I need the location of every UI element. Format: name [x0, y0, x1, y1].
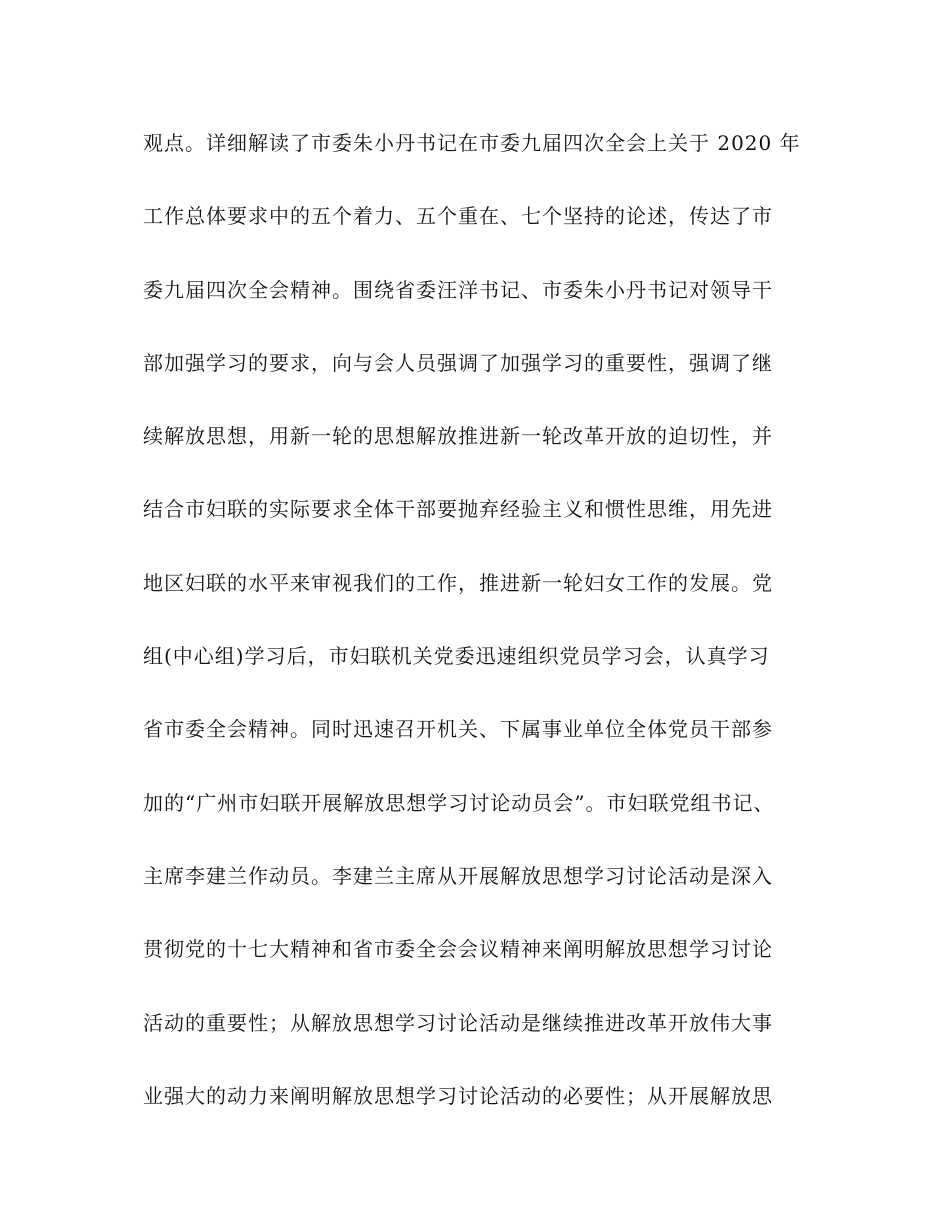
text-line: 观点。详细解读了市委朱小丹书记在市委九届四次全会上关于 2020 年 [143, 131, 801, 155]
text-line: 续解放思想，用新一轮的思想解放推进新一轮改革开放的迫切性，并 [143, 424, 773, 449]
text-line: 工作总体要求中的五个着力、五个重在、七个坚持的论述，传达了市 [143, 204, 773, 229]
text-line: 组(中心组)学习后，市妇联机关党委迅速组织党员学习会，认真学习 [143, 644, 770, 669]
text-line: 活动的重要性；从解放思想学习讨论活动是继续推进改革开放伟大事 [143, 1010, 773, 1035]
text-line: 贯彻党的十七大精神和省市委全会会议精神来阐明解放思想学习讨论 [143, 937, 773, 962]
text-line: 委九届四次全会精神。围绕省委汪洋书记、市委朱小丹书记对领导干 [143, 277, 773, 302]
body-paragraph [143, 120, 823, 1146]
text-line: 地区妇联的水平来审视我们的工作，推进新一轮妇女工作的发展。党 [143, 570, 773, 595]
text-line: 部加强学习的要求，向与会人员强调了加强学习的重要性，强调了继 [143, 350, 773, 375]
text-line: 省市委全会精神。同时迅速召开机关、下属事业单位全体党员干部参 [143, 717, 773, 742]
text-line: 主席李建兰作动员。李建兰主席从开展解放思想学习讨论活动是深入 [143, 863, 773, 888]
text-line: 结合市妇联的实际要求全体干部要抛弃经验主义和惯性思维，用先进 [143, 497, 773, 522]
text-line: 加的“广州市妇联开展解放思想学习讨论动员会”。市妇联党组书记、 [143, 790, 775, 815]
text-line: 业强大的动力来阐明解放思想学习讨论活动的必要性；从开展解放思 [143, 1083, 773, 1108]
